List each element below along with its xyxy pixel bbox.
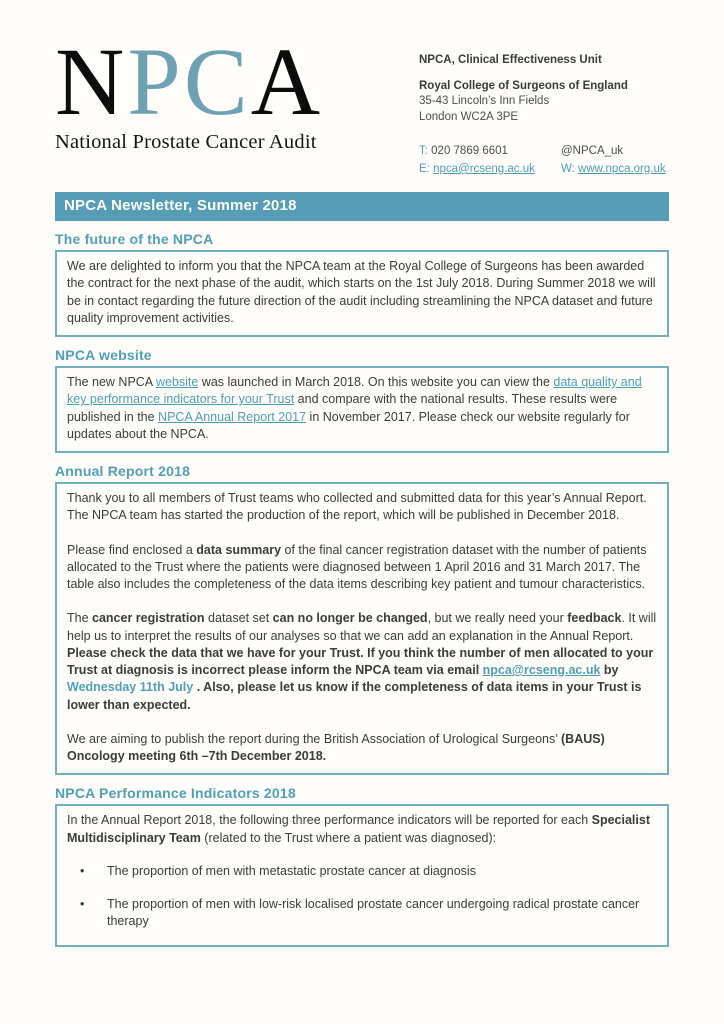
annual-report-2017-link[interactable]: NPCA Annual Report 2017 [158,409,307,424]
paragraph [67,812,657,847]
text-run: (BAUS) Oncology meeting 6th –7th December 2018. [67,731,605,764]
text-run: in November 2017. Please check our website regularly for updates about the NPCA. [67,409,630,441]
text-run: , but we really need your [427,611,568,626]
text-run: Please find enclosed a [67,542,197,557]
text-run: cancer registration [92,611,205,626]
text-run: We are aiming to publish the report during the British Association of Urological Surgeons’ [67,731,562,746]
text-run: . It will help us to interpret the results of our analyses so that we can add an explanation in the Annual Report. [67,611,657,643]
email-entry [419,162,561,177]
bullet-icon: • [80,897,85,912]
npca-email-link[interactable]: npca@rcseng.ac.uk [482,663,601,678]
text-run: Wednesday 11th July [67,680,194,695]
phone-label: T: [419,144,428,157]
paragraph [67,731,657,766]
paragraph [67,374,657,443]
section-box-npca-website [55,366,669,453]
section-heading-future-of-npca: The future of the NPCA [55,231,214,248]
paragraph [67,490,657,525]
logo-letter-a: A [250,28,324,135]
text-run: Thank you to all members of Trust teams who collected and submitted data for this year’s Annual Report. The NPCA team has started the production of the report, which will be published in December 2018. [67,491,647,523]
text-run: . Also, please let us know if the completeness of data items in your Trust is lower than expected. [67,680,642,712]
contact-email-link[interactable]: npca@rcseng.ac.uk [433,162,535,175]
text-run: by [600,663,619,678]
list-item [67,863,657,880]
contact-row-phone-twitter [419,144,669,159]
phone-number: 020 7869 6601 [431,144,508,157]
text-run: Specialist Multidisciplinary Team [67,813,650,845]
text-run: and compare with the national results. These results were published in the [67,392,618,424]
trust-indicators-link[interactable]: data quality and key performance indicators for your Trust [67,375,642,407]
contact-address-line-2: London WC2A 3PE [419,110,519,123]
logo-letter-c: C [183,28,251,135]
phone-entry [419,144,561,159]
contact-unit: NPCA, Clinical Effectiveness Unit [419,54,602,66]
section-heading-npca-website: NPCA website [55,347,152,364]
section-box-future-of-npca [55,250,669,337]
npca-website-link[interactable]: website [155,375,199,390]
text-run: (related to the Trust where a patient was diagnosed): [200,830,497,845]
text-run: of the final cancer registration dataset with the number of patients allocated to the Trust where the patients were diagnosed between 1 April 2016 and 31 March 2017. The table also includes the completeness of the data items describing key patient and tumour characteristics. [67,542,647,592]
text-run: can no longer be changed [272,611,428,626]
logo-subtitle: National Prostate Cancer Audit [55,131,317,154]
section-heading-performance-indicators: NPCA Performance Indicators 2018 [55,785,296,802]
logo-letter-p: P [127,28,184,135]
text-run: data summary [196,542,282,557]
section-box-annual-report-2018 [55,482,669,775]
paragraph [67,258,657,327]
twitter-handle[interactable]: @NPCA_uk [561,144,624,157]
text-run: We are delighted to inform you that the NPCA team at the Royal College of Surgeons has been awarded the contract for the next phase of the audit, which starts on the 1st July 2018. During Summer 2018 we will be in contact regarding the future direction of the audit including streamlining the NPCA dataset and future quality improvement activities. [67,259,656,325]
text-run: The [67,611,93,626]
bullet-icon: • [80,863,85,878]
npca-logo [55,28,355,177]
web-entry [561,162,669,177]
text-run: dataset set [204,611,273,626]
bullet-text: The proportion of men with metastatic prostate cancer at diagnosis [107,863,476,878]
list-item [67,896,657,931]
text-run: feedback [567,611,622,626]
email-label: E: [419,162,430,175]
contact-organisation: Royal College of Surgeons of England [419,80,628,93]
contact-block [419,40,669,177]
twitter-entry [561,144,669,159]
indicator-bullet-list [67,863,657,931]
contact-row-email-web [419,162,669,177]
newsletter-title-banner: NPCA Newsletter, Summer 2018 [55,192,669,221]
paragraph [67,542,657,594]
text-run: Please check the data that we have for your Trust. If you think the number of men allocated to your Trust at diagnosis is incorrect please inform the NPCA team via email [67,645,654,678]
text-run: was launched in March 2018. On this website you can view the [198,375,554,390]
section-heading-annual-report-2018: Annual Report 2018 [55,463,191,480]
text-run: In the Annual Report 2018, the following three performance indicators will be reported for each [67,813,592,828]
bullet-text: The proportion of men with low-risk localised prostate cancer undergoing radical prostate cancer therapy [107,897,640,929]
contact-website-link[interactable]: www.npca.org.uk [578,162,666,175]
logo-letter-n: N [55,28,128,135]
section-box-performance-indicators [55,804,669,946]
web-label: W: [561,162,575,175]
text-run: The new NPCA [67,375,156,390]
logo-wordmark [55,28,355,135]
paragraph [67,610,657,714]
contact-details [419,144,669,177]
page-header [0,0,724,177]
contact-address-line-1: 35-43 Lincoln’s Inn Fields [419,95,550,108]
